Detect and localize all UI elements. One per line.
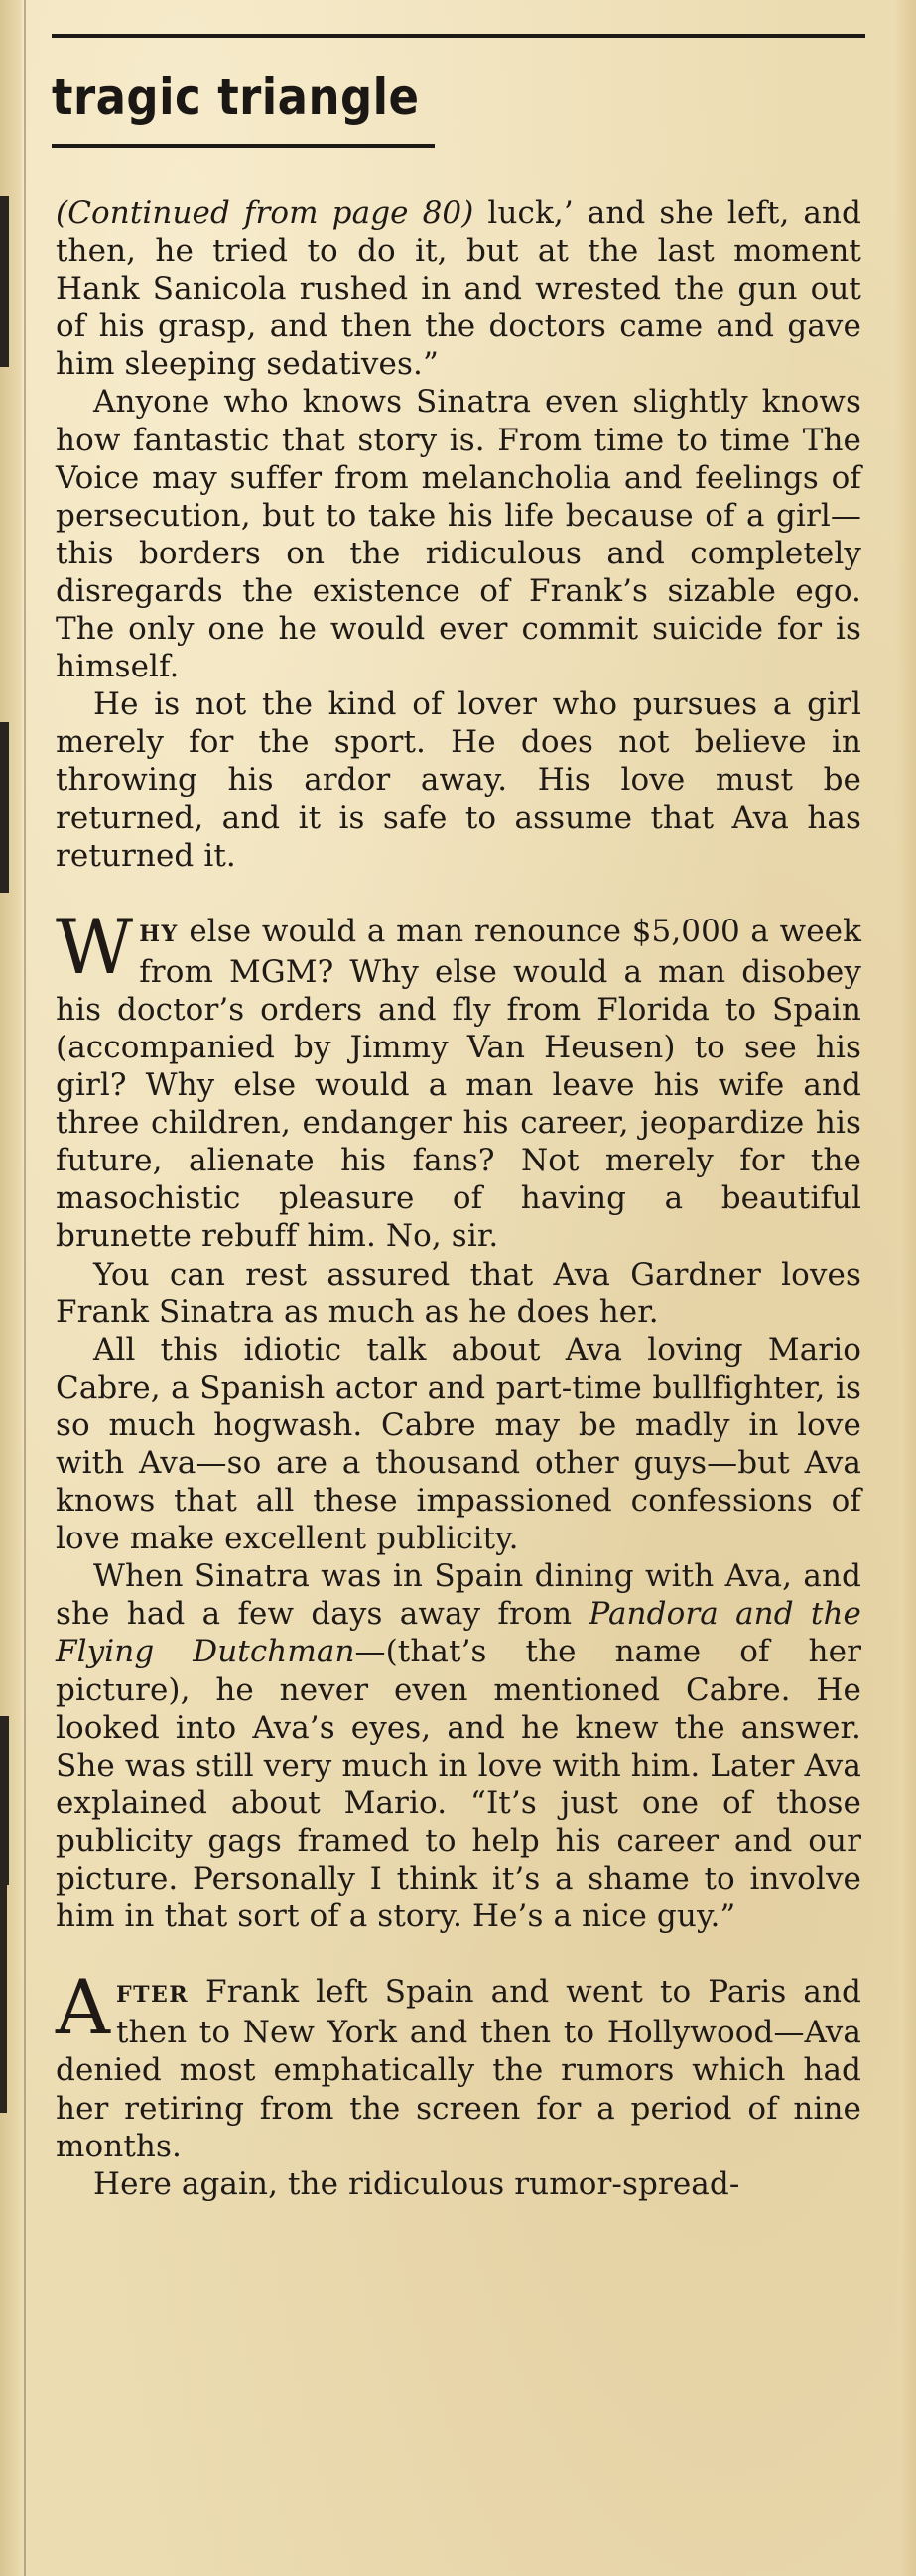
drop-cap-letter: A bbox=[56, 1963, 110, 2052]
continued-from-note: (Continued from page 80) bbox=[56, 195, 474, 231]
small-caps-lead: HY bbox=[139, 920, 179, 947]
adjacent-column-mark bbox=[0, 1875, 7, 2113]
paragraph: Anyone who knows Sinatra even slightly knows how fantastic that story is. From time to time The Voice may suffer from melancholia and feelings of persecution, but to take his life because of a girl—this borders on the ridiculous and completely disregards the existence of Frank’s sizable ego. The only one he would ever commit suicide for is himself. bbox=[56, 384, 861, 685]
paragraph-continued bbox=[56, 194, 861, 383]
paragraph-text: else would a man renounce $5,000 a week from MGM? Why else would a man disobey his doctor’s orders and fly from Florida to Spain (accompanied by Jimmy Van Heusen) to see his girl? Why else would a man leave his wife and three children, endanger his career, jeopardize his future, alienate his fans? Not merely for the masochistic pleasure of having a beautiful brunette rebuff him. No, sir. bbox=[56, 913, 861, 1255]
adjacent-column-mark bbox=[0, 722, 9, 893]
paragraph: He is not the kind of lover who pursues a girl merely for the sport. He does not believe in throwing his ardor away. His love must be returned, and it is safe to assume that Ava has returned it. bbox=[56, 686, 861, 874]
paragraph-text: Frank left Spain and went to Paris and then to New York and then to Hollywood—Ava denied most emphatically the rumors which had her retiring from the screen for a period of nine months. bbox=[56, 1974, 861, 2164]
adjacent-column-mark bbox=[0, 1716, 9, 1885]
paragraph-text: —(that’s the name of her picture), he never even mentioned Cabre. He looked into Ava’s eyes, and he knew the answer. She was still very much in love with him. Later Ava explained about Mario. “It’s just one of those publicity gags framed to help his career and our picture. Personally I think it’s a shame to involve him in that sort of a story. He’s a nice guy.” bbox=[56, 1634, 861, 1935]
adjacent-column-mark bbox=[0, 196, 9, 367]
paragraph-text: When Sinatra was in Spain dining with Ava, and she had a few days away from bbox=[56, 1558, 861, 1633]
small-caps-lead: FTER bbox=[116, 1982, 190, 2009]
paragraph-section-start bbox=[56, 902, 861, 1256]
headline-underline bbox=[52, 144, 435, 148]
paragraph-text: luck,’ and she left, and then, he tried to do it, but at the last moment Hank Sanicola rushed in and wrested the gun out of his grasp, and then the doctors came and gave him sleeping sedatives.” bbox=[56, 195, 861, 383]
film-title: Pandora and the Flying Dutchman bbox=[56, 1596, 861, 1670]
paragraph-continues: Here again, the ridiculous rumor-spread- bbox=[93, 2165, 740, 2202]
page-left-margin bbox=[0, 0, 22, 2576]
paragraph-section-start bbox=[56, 1963, 861, 2164]
article-headline: tragic triangle bbox=[52, 68, 420, 126]
page-right-margin bbox=[894, 0, 916, 2576]
column-divider-rule bbox=[24, 0, 26, 2576]
drop-cap-letter: W bbox=[56, 902, 134, 991]
top-rule bbox=[52, 34, 865, 38]
paragraph bbox=[56, 1557, 861, 1935]
paragraph: You can rest assured that Ava Gardner loves Frank Sinatra as much as he does her. bbox=[56, 1256, 861, 1330]
article-body bbox=[56, 194, 861, 2203]
paragraph: All this idiotic talk about Ava loving Mario Cabre, a Spanish actor and part-time bullfighter, is so much hogwash. Cabre may be madly in love with Ava—so are a thousand other guys—but Ava knows that all these impassioned confessions of love make excellent publicity. bbox=[56, 1331, 861, 1557]
